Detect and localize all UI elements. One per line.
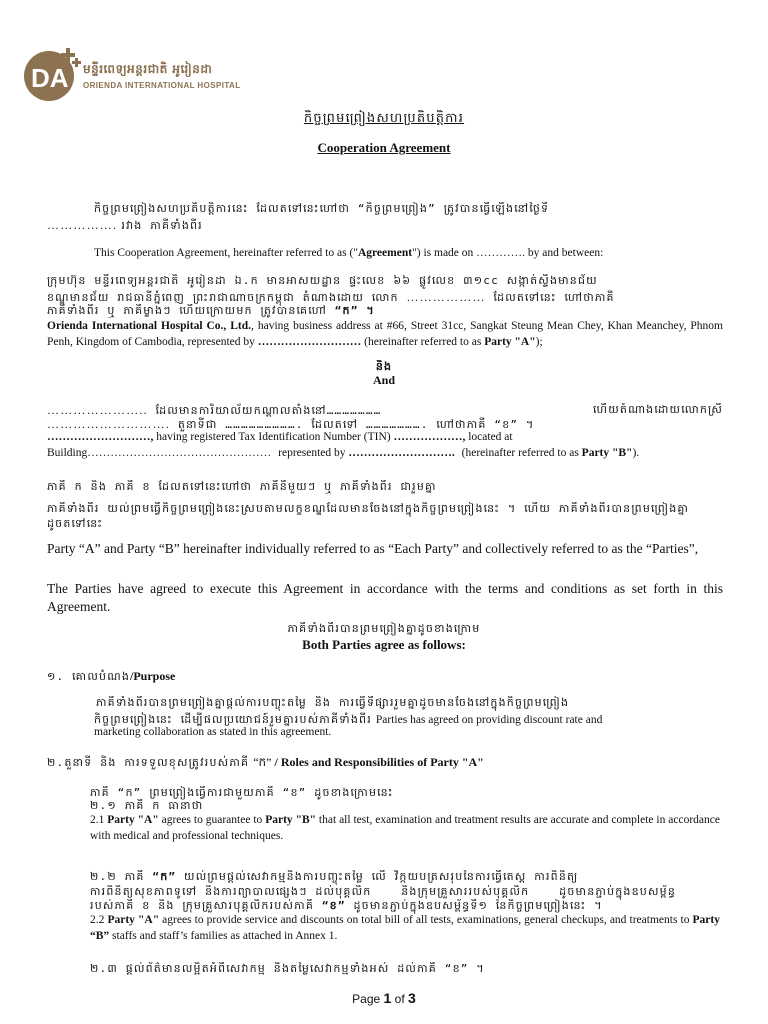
hospital-logo (22, 44, 242, 102)
section2-sub1-khmer: ២.១ ភាគី ក ធានាថា (90, 799, 204, 812)
intro-date-dots: ……………. (47, 218, 122, 232)
section1-khmer-line1: ភាគីទាំងពីរបានព្រមព្រៀងគ្នាផ្តល់ការបញ្ចុះតម្លៃ និង ការធ្វើទីផ្សាររួមគ្នាដូចមានចែងនៅក្នុងកិច្ចព្រមព្រៀង (96, 696, 570, 709)
party-b-khmer-line1: ………………….. ដែលមានការិយាល័យកណ្តាលតាំងនៅ………………… ហើយតំណាងដោយលោកស្រី (47, 403, 723, 417)
collective-english-individually: Party “A” and Party “B” hereinafter individually referred to as “Each Party” and collectively referred to as the “Parties”, (47, 541, 699, 556)
intro-khmer-line2 (47, 218, 203, 235)
party-b-english-line2: Building………………………………………… represented by ………………………. (hereinafter referred to as Party "B"). (47, 447, 640, 459)
party-b-khmer-line2: ………………………. តួនាទីជា ………………………. ដែលតទៅ …………………. ហៅថាភាគី “ខ” ។ (47, 417, 535, 431)
section2-heading: ២.តួនាទី និង ការទទួលខុសត្រូវរបស់ភាគី “ក” / Roles and Responsibilities of Party "A" (47, 755, 484, 769)
title-khmer: កិច្ចព្រមព្រៀងសហប្រតិបត្តិការ (303, 111, 465, 126)
logo-english-name: ORIENDA INTERNATIONAL HOSPITAL (83, 81, 241, 90)
party-a-company-name: Orienda International Hospital Co., Ltd. (47, 320, 252, 332)
section1-english-line3: marketing collaboration as stated in this agreement. (94, 726, 332, 738)
and-english: And (372, 373, 395, 387)
page-footer: Page 1 of 3 (352, 990, 416, 1006)
section2-sub1-english: 2.1 Party "A" agrees to guarantee to Party "B" that all test, examination and treatment results are accurate and complete in accordance with medical and professional techniques. (90, 814, 720, 842)
agree-khmer: ភាគីទាំងពីរបានព្រមព្រៀងគ្នាដូចខាងក្រោម (287, 622, 481, 635)
and-khmer: និង (375, 360, 393, 373)
logo-khmer-name: មន្ទីរពេទ្យអន្តរជាតិ អូរៀនដា (83, 62, 213, 76)
section2-sub2-english: 2.2 Party "A" agrees to provide service and discounts on total bill of all tests, examinations, general checkups, and treatments to Party “B” staffs and staff’s families as attached in Annex 1. (90, 914, 720, 942)
collective-khmer-line1: ភាគី ក និង ភាគី ខ ដែលតទៅនេះហៅថា ភាគីនីមួយៗ ឬ ភាគីទាំងពីរ ជារួមគ្នា (47, 480, 437, 493)
collective-english-execute: The Parties have agreed to execute this Agreement in accordance with the terms and conditions as set forth in this Agreement. (47, 581, 723, 614)
collective-khmer-line2: ភាគីទាំងពីរ យល់ព្រមធ្វើកិច្ចព្រមព្រៀងនេះស្របតាមលក្ខខណ្ឌដែលមានចែងនៅក្នុងកិច្ចព្រមព្រៀងនេះ ។ ហើយ ភាគីទាំងពីរបានព្រមព្រៀងគ្នា (47, 502, 690, 515)
intro-khmer-line1: កិច្ចព្រមព្រៀងសហប្រតិបត្តិការនេះ ដែលតទៅនេះហៅថា “កិច្ចព្រមព្រៀង” ត្រូវបានធ្វើឡើងនៅថ្ងៃទី (94, 202, 550, 215)
section2-sub2-khmer-line2: ការពិនិត្យសុខភាពទូទៅ និងការព្យាបាលផ្សេងៗ ដល់បុគ្គលិក និងក្រុមគ្រួសាររបស់បុគ្គលិក ដូចមានភ្ជាប់ក្នុងឧបសម្ព័ន្ធ (90, 885, 677, 898)
agree-english: Both Parties agree as follows: (302, 637, 466, 652)
section2-sub2-khmer-line3: របស់ភាគី ខ និង ក្រុមគ្រួសារបុគ្គលិករបស់ភាគី “ខ” ដូចមានភ្ជាប់ក្នុងឧបសម្ព័ន្ធទី១ នៃកិច្ចព្រមព្រៀងនេះ ។ (90, 899, 603, 912)
intro-english: This Cooperation Agreement, hereinafter referred to as ("Agreement") is made on …………. by and between: (94, 247, 604, 259)
section2-intro-khmer: ភាគី “ក” ព្រមព្រៀងធ្វើការជាមួយភាគី “ខ” ដូចខាងក្រោមនេះ (90, 786, 394, 799)
intro-khmer-between: រវាង ភាគីទាំងពីរ (121, 219, 203, 232)
section1-line2: កិច្ចព្រមព្រៀងនេះ ដើម្បីផលប្រយោជន៍រួមគ្នារបស់ភាគីទាំងពីរ Parties has agreed on providing discount rate and (94, 713, 603, 726)
logo-emblem-icon (22, 44, 82, 102)
section1-heading: ១. គោលបំណង/Purpose (47, 669, 176, 683)
party-a-khmer-line2: ខណ្ឌមានជ័យ រាជធានីភ្នំពេញ ព្រះរាជាណាចក្រកម្ពុជា តំណាងដោយ លោក ……………… ដែលតទៅនេះ ហៅថាភាគី (47, 290, 615, 304)
party-a-english: Orienda International Hospital Co., Ltd., having business address at #66, Street 31cc, Sangkat Steung Mean Chey, Khan Meanchey, Phnom Penh, Kingdom of Cambodia, represented by ……………………… (hereinafter referred to as Party "A"); (47, 320, 723, 348)
section2-sub2-khmer-line1: ២.២ ភាគី “ក” យល់ព្រមផ្តល់សេវាកម្មនិងការបញ្ចុះតម្លៃ លើ វិក្កយបត្រសរុបនៃការធ្វើតេស្ត ការពិនិត្យ (90, 870, 579, 883)
party-a-khmer-line1: ក្រុមហ៊ុន មន្ទីរពេទ្យអន្តរជាតិ អូរៀនដា ឯ.ក មានអាសយដ្ឋាន ផ្ទះលេខ ៦៦ ផ្លូវលេខ ៣១cc សង្កាត់ស្ទឹងមានជ័យ (47, 274, 598, 287)
party-b-english-line1: ………………………, having registered Tax Identification Number (TIN) ………………, located at (47, 431, 513, 443)
page-total: 3 (408, 990, 416, 1006)
page-number: 1 (383, 990, 392, 1006)
agreement-term: Agreement (357, 247, 413, 259)
collective-khmer-line3: ដូចតទៅនេះ (47, 517, 104, 530)
title-english: Cooperation Agreement (317, 140, 451, 155)
section2-sub3-khmer: ២.៣ ផ្តល់ព័ត៌មានលម្អិតអំពីសេវាកម្ម និងតម្លៃសេវាកម្មទាំងអស់ ដល់ភាគី “ខ” ។ (90, 962, 485, 975)
logo-mark-text: DA (31, 63, 69, 93)
party-a-khmer-line3: ភាគីទាំងពីរ ឬ ភាគីម្ខាងៗ ហើយក្រោយមក ត្រូវបានគេហៅ “ក” ។ (47, 304, 375, 317)
